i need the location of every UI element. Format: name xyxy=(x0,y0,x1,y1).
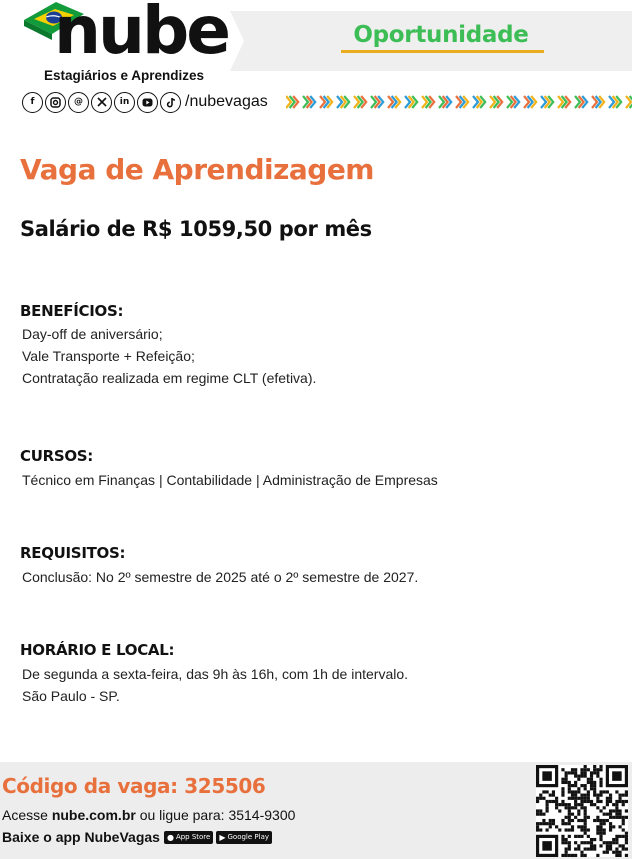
instagram-icon[interactable] xyxy=(45,92,66,113)
job-title: Vaga de Aprendizagem xyxy=(20,153,374,186)
brand-subtitle: Estagiários e Aprendizes xyxy=(44,68,205,83)
apple-icon: ● xyxy=(166,832,174,842)
google-play-badge[interactable]: ▶ Google Play xyxy=(216,831,272,844)
site-link[interactable]: nube.com.br xyxy=(51,807,136,823)
phone-text: ou ligue para: 3514-9300 xyxy=(135,807,296,823)
access-info xyxy=(2,807,295,823)
tiktok-icon[interactable] xyxy=(160,92,181,113)
play-icon: ▶ xyxy=(219,832,226,842)
app-store-badge[interactable]: ● App Store xyxy=(164,831,213,844)
opportunity-label: Oportunidade xyxy=(353,22,529,48)
requirement-item: Conclusão: No 2º semestre de 2025 até o 2º semestre de 2027. xyxy=(22,569,419,585)
courses-heading: CURSOS: xyxy=(20,447,93,465)
benefit-item: Day-off de aniversário; xyxy=(22,326,163,342)
schedule-heading: HORÁRIO E LOCAL: xyxy=(20,641,175,659)
nube-logo xyxy=(22,0,228,86)
social-handle[interactable]: /nubevagas xyxy=(185,93,268,110)
banner-underline xyxy=(341,50,544,53)
facebook-icon[interactable]: f xyxy=(22,92,43,113)
social-links xyxy=(22,91,268,113)
benefits-heading: BENEFÍCIOS: xyxy=(20,302,124,320)
location-item: São Paulo - SP. xyxy=(22,688,120,704)
brand-wordmark: nube xyxy=(54,0,228,69)
qr-code[interactable] xyxy=(536,765,628,857)
benefit-item: Contratação realizada em regime CLT (efetiva). xyxy=(22,370,317,386)
job-code: Código da vaga: 325506 xyxy=(2,774,266,798)
courses-list: Técnico em Finanças | Contabilidade | Administração de Empresas xyxy=(22,472,438,488)
benefit-item: Vale Transporte + Refeição; xyxy=(22,348,195,364)
youtube-icon[interactable] xyxy=(137,92,158,113)
threads-icon[interactable]: @ xyxy=(68,92,89,113)
app-download xyxy=(2,829,272,845)
app-label: Baixe o app NubeVagas xyxy=(2,829,160,845)
salary-text: Salário de R$ 1059,50 por mês xyxy=(20,217,372,241)
linkedin-icon[interactable]: in xyxy=(114,92,135,113)
x-icon[interactable] xyxy=(91,92,112,113)
requirements-heading: REQUISITOS: xyxy=(20,544,126,562)
decorative-chevron-strip xyxy=(286,94,632,110)
footer xyxy=(0,762,632,859)
access-prefix: Acesse xyxy=(2,807,52,823)
schedule-item: De segunda a sexta-feira, das 9h às 16h, com 1h de intervalo. xyxy=(22,666,409,682)
